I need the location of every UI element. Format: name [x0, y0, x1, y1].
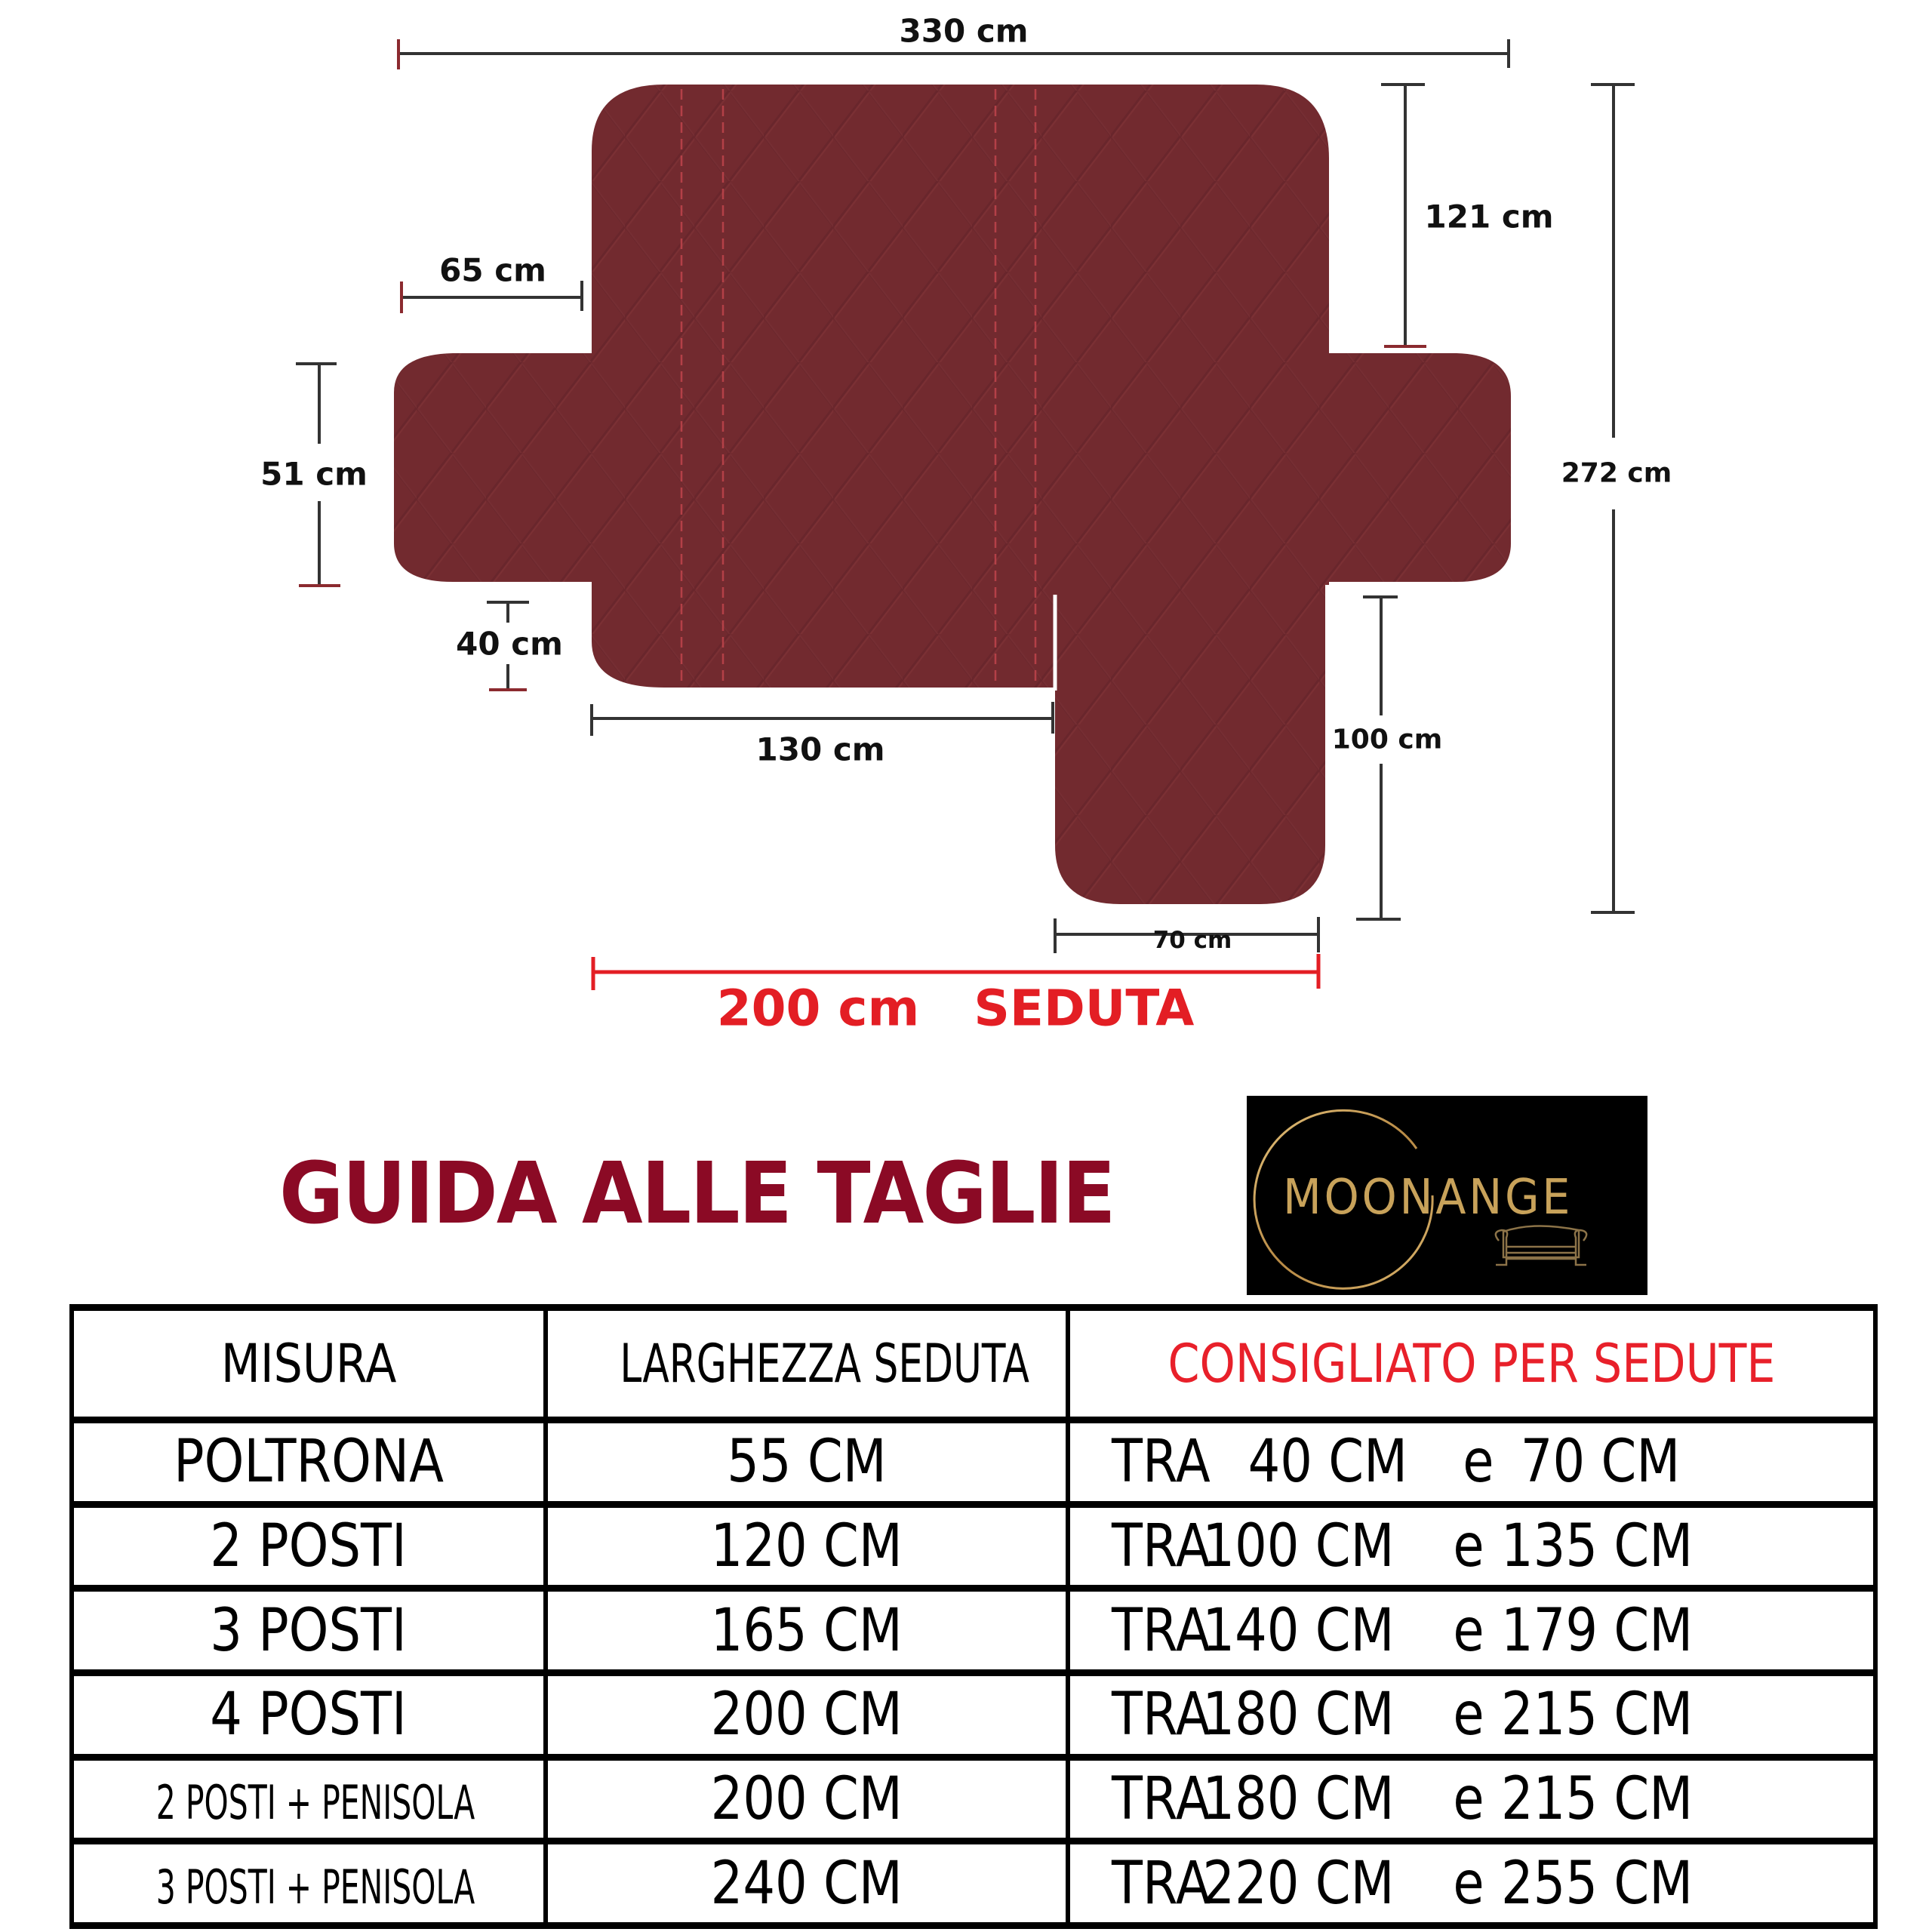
- size-cell: 2 POSTI + PENISOLA: [72, 1757, 546, 1841]
- dim-chaise-length: [1356, 597, 1401, 919]
- brand-logo: [1247, 1096, 1647, 1295]
- sofa-icon: [1496, 1226, 1586, 1265]
- table-row: [72, 1420, 1875, 1505]
- dim-total-width-label: 330 cm: [899, 12, 1029, 50]
- header-size: MISURA: [72, 1308, 546, 1420]
- seat-width-cell: 200 CM: [546, 1757, 1068, 1841]
- size-guide-table: [69, 1304, 1878, 1929]
- header-seat-width: LARGHEZZA SEDUTA: [546, 1308, 1068, 1420]
- recommended-range-cell: TRA 180 CM e 215 CM: [1068, 1672, 1875, 1757]
- table-row: [72, 1672, 1875, 1757]
- table-row: [72, 1589, 1875, 1673]
- seat-width-value: 200 cm: [716, 979, 920, 1038]
- page-title: GUIDA ALLE TAGLIE: [279, 1145, 1115, 1243]
- dim-arm-depth-label: 51 cm: [260, 455, 368, 493]
- brand-name: MOONANGE: [1283, 1170, 1574, 1226]
- dim-chaise-length-label: 100 cm: [1331, 724, 1443, 755]
- dim-back-height-label: 121 cm: [1424, 198, 1554, 235]
- dim-back-height: [1381, 85, 1426, 346]
- seat-width-cell: 240 CM: [546, 1841, 1068, 1926]
- recommended-range-cell: TRA 40 CM e 70 CM: [1068, 1420, 1875, 1505]
- dim-chaise-width-label: 70 cm: [1152, 927, 1232, 954]
- seat-width-callout: [717, 980, 1195, 1038]
- table-row: [72, 1757, 1875, 1841]
- seat-width-cell: 165 CM: [546, 1589, 1068, 1673]
- header-recommended: CONSIGLIATO PER SEDUTE: [1068, 1308, 1875, 1420]
- dim-arm-gap-label: 40 cm: [456, 625, 563, 663]
- recommended-range-cell: TRA 100 CM e 135 CM: [1068, 1504, 1875, 1589]
- table-header-row: [72, 1308, 1875, 1420]
- size-cell: POLTRONA: [72, 1420, 546, 1505]
- dim-arm-width-label: 65 cm: [439, 251, 546, 289]
- recommended-range-cell: TRA 220 CM e 255 CM: [1068, 1841, 1875, 1926]
- size-cell: 3 POSTI: [72, 1589, 546, 1673]
- dim-total-height-label: 272 cm: [1561, 457, 1672, 489]
- sofa-cover-shape: [394, 85, 1511, 904]
- size-cell: 3 POSTI + PENISOLA: [72, 1841, 546, 1926]
- dim-seat-left-width-label: 130 cm: [755, 731, 885, 768]
- seat-width-label: SEDUTA: [974, 979, 1195, 1038]
- table-row: [72, 1504, 1875, 1589]
- size-cell: 4 POSTI: [72, 1672, 546, 1757]
- seat-width-cell: 55 CM: [546, 1420, 1068, 1505]
- recommended-range-cell: TRA 180 CM e 215 CM: [1068, 1757, 1875, 1841]
- seat-width-cell: 120 CM: [546, 1504, 1068, 1589]
- dim-total-height: [1591, 85, 1635, 912]
- recommended-range-cell: TRA 140 CM e 179 CM: [1068, 1589, 1875, 1673]
- size-cell: 2 POSTI: [72, 1504, 546, 1589]
- seat-width-cell: 200 CM: [546, 1672, 1068, 1757]
- table-row: [72, 1841, 1875, 1926]
